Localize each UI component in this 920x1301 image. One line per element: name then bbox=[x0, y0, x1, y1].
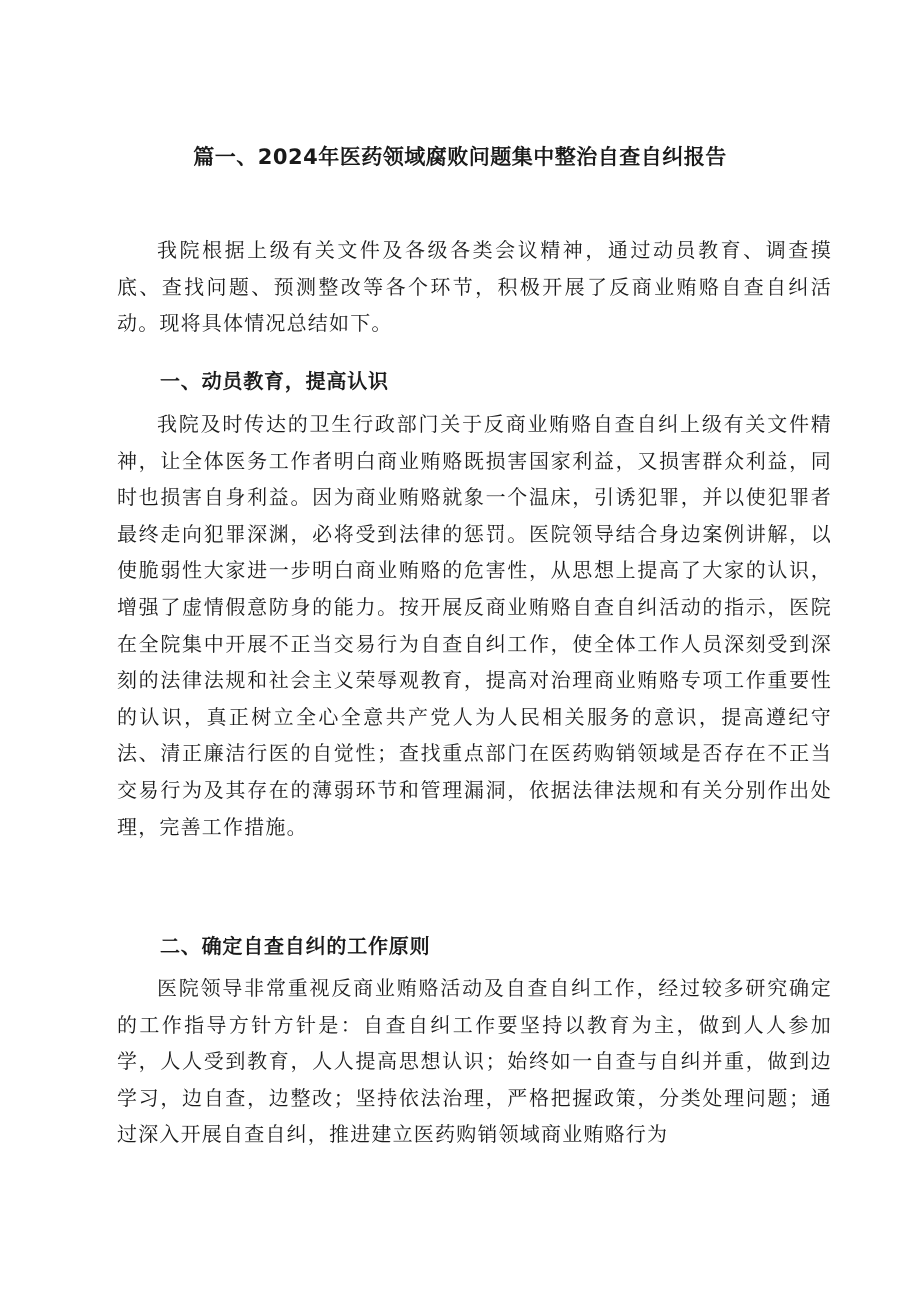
section-heading-1: 一、动员教育，提高认识 bbox=[160, 369, 389, 393]
document-title: 篇一、2024年医药领域腐败问题集中整治自查自纠报告 bbox=[193, 145, 727, 169]
intro-paragraph: 我院根据上级有关文件及各级各类会议精神，通过动员教育、调查摸底、查找问题、预测整改等各个环节，积极开展了反商业贿赂自查自纠活动。现将具体情况总结如下。 bbox=[117, 238, 832, 336]
section-paragraph-1: 我院及时传达的卫生行政部门关于反商业贿赂自查自纠上级有关文件精神，让全体医务工作者明白商业贿赂既损害国家利益，又损害群众利益，同时也损害自身利益。因为商业贿赂就象一个温床，引诱犯罪，并以使犯罪者最终走向犯罪深渊，必将受到法律的惩罚。医院领导结合身边案例讲解，以使脆弱性大家进一步明白商业贿赂的危害性，从思想上提高了大家的认识，增强了虚情假意防身的能力。按开展反商业贿赂自查自纠活动的指示，医院在全院集中开展不正当交易行为自查自纠工作，使全体工作人员深刻受到深刻的法律法规和社会主义荣辱观教育，提高对治理商业贿赂专项工作重要性的认识，真正树立全心全意共产党人为人民相关服务的意识，提高遵纪守法、清正廉洁行医的自觉性；查找重点部门在医药购销领域是否存在不正当交易行为及其存在的薄弱环节和管理漏洞，依据法律法规和有关分别作出处理，完善工作措施。 bbox=[117, 412, 832, 839]
section-heading-2: 二、确定自查自纠的工作原则 bbox=[160, 934, 431, 958]
section-paragraph-2: 医院领导非常重视反商业贿赂活动及自查自纠工作，经过较多研究确定的工作指导方针方针是：自查自纠工作要坚持以教育为主，做到人人参加学，人人受到教育，人人提高思想认识；始终如一自查与自纠并重，做到边学习，边自查，边整改；坚持依法治理，严格把握政策，分类处理问题；通过深入开展自查自纠，推进建立医药购销领域商业贿赂行为 bbox=[117, 976, 832, 1147]
